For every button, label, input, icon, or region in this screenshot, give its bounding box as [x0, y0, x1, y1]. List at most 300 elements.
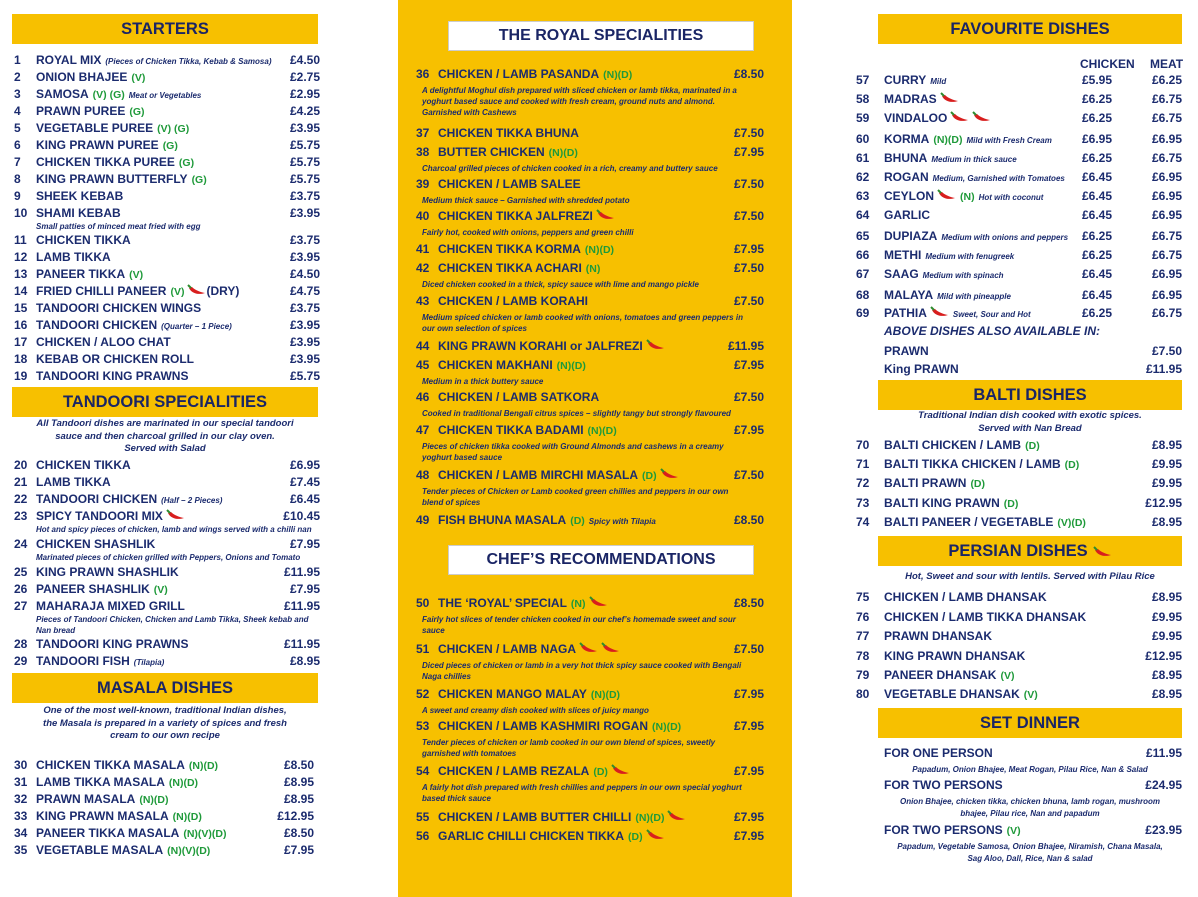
item-number: 69 [856, 306, 870, 320]
item-number: 15 [14, 301, 28, 315]
item-name: KING PRAWN PUREE [36, 138, 159, 152]
item-price: £7.95 [733, 423, 764, 437]
item-number: 6 [14, 138, 21, 152]
item-name: BALTI PRAWN [884, 476, 967, 490]
item-number: 2 [14, 70, 21, 84]
item-price: £10.45 [283, 509, 320, 523]
item-name: CHICKEN TIKKA PUREE [36, 155, 175, 169]
menu-item [416, 358, 764, 372]
menu-item [416, 719, 764, 733]
menu-item [14, 475, 320, 489]
item-description: Onion Bhajee, chicken tikka, chicken bhuna, lamb rogan, mushroom [899, 797, 1161, 806]
item-number: 34 [14, 826, 28, 840]
item-name: KING PRAWN BUTTERFLY [36, 172, 188, 186]
diet-tag: (V) [1000, 670, 1015, 682]
item-number: 59 [856, 111, 870, 125]
section-header [878, 536, 1182, 566]
menu-item [14, 599, 320, 613]
item-note: Medium with onions and peppers [941, 233, 1069, 242]
item-price: £3.95 [289, 318, 320, 332]
column-header-meat: MEAT [1150, 57, 1184, 71]
item-name: LAMB TIKKA [36, 475, 111, 489]
menu-item [14, 301, 320, 315]
item-price: £8.95 [283, 792, 314, 806]
item-number: 41 [416, 242, 430, 256]
item-price: £12.95 [1145, 496, 1182, 510]
item-description: Papadum, Vegetable Samosa, Onion Bhajee, Niramish, Chana Masala, [897, 842, 1163, 851]
column-header-chicken: CHICKEN [1080, 57, 1135, 71]
item-number: 17 [14, 335, 28, 349]
item-number: 66 [856, 248, 870, 262]
item-name: FOR TWO PERSONS [884, 823, 1003, 837]
section-intro: the Masala is prepared in a variety of spices and fresh [43, 717, 287, 729]
item-number: 56 [416, 829, 430, 843]
menu-item [14, 537, 320, 551]
item-name: PANEER DHANSAK [884, 668, 997, 682]
menu-item [14, 138, 320, 152]
item-name: BHUNA [884, 151, 928, 165]
item-description: Cooked in traditional Bengali citrus spices – slightly tangy but strongly flavoured [422, 409, 731, 418]
diet-tag: (V) [129, 269, 144, 281]
item-name: THE ‘ROYAL’ SPECIAL [438, 596, 567, 610]
diet-tag: (N) [570, 598, 586, 610]
item-note: (Quarter – 1 Piece) [161, 322, 232, 331]
price-chicken: £6.45 [1081, 288, 1112, 302]
item-price: £2.95 [289, 87, 320, 101]
section-intro: One of the most well-known, traditional Indian dishes, [43, 705, 287, 716]
diet-tag: (N)(D) [139, 794, 169, 806]
chili-icon [588, 596, 608, 607]
item-price: £7.95 [733, 810, 764, 824]
item-price: £7.45 [289, 475, 320, 489]
item-name: ONION BHAJEE [36, 70, 128, 84]
menu-item [416, 423, 764, 437]
item-number: 23 [14, 509, 28, 523]
item-name: BUTTER CHICKEN [438, 145, 545, 159]
chili-icon [595, 209, 615, 220]
item-name: BALTI KING PRAWN [884, 496, 1000, 510]
item-price: £7.95 [733, 242, 764, 256]
menu-item [416, 642, 764, 656]
menu-item [14, 826, 314, 840]
item-name: CHICKEN / LAMB SALEE [438, 177, 581, 191]
price-chicken: £6.95 [1081, 132, 1112, 146]
item-description: yoghurt based sauce [422, 453, 503, 462]
item-number: 36 [416, 67, 430, 81]
item-name: TANDOORI KING PRAWNS [36, 369, 189, 383]
menu-item [856, 476, 1182, 490]
item-name: CHICKEN / LAMB PASANDA [438, 67, 600, 81]
price-meat: £6.75 [1151, 92, 1182, 106]
section-title: MASALA DISHES [97, 679, 233, 697]
item-number: 50 [416, 596, 430, 610]
diet-tag: (N)(D) [635, 812, 665, 824]
item-price: £8.50 [733, 596, 764, 610]
item-name: PRAWN PUREE [36, 104, 126, 118]
menu-item [14, 70, 320, 84]
item-price: £23.95 [1145, 823, 1182, 837]
item-number: 11 [14, 233, 27, 247]
menu-item [856, 288, 1182, 302]
price-meat: £6.95 [1151, 189, 1182, 203]
diet-tag: (D) [628, 831, 643, 843]
diet-tag: (N)(D) [548, 147, 578, 159]
item-price: £7.95 [733, 687, 764, 701]
diet-tag: (D) [1064, 459, 1080, 471]
item-name: PANEER SHASHLIK [36, 582, 150, 596]
price-chicken: £6.25 [1081, 306, 1112, 320]
section-title: THE ROYAL SPECIALITIES [498, 27, 704, 44]
menu-item [14, 250, 320, 264]
item-number: 75 [856, 590, 870, 604]
menu-item [416, 339, 764, 353]
menu-item [856, 496, 1182, 510]
item-name: KING PRAWN KORAHI or JALFREZI [438, 339, 643, 353]
item-number: 38 [416, 145, 430, 159]
item-name: ROYAL MIX [36, 53, 102, 67]
item-description: A sweet and creamy dish cooked with slices of juicy mango [422, 706, 649, 715]
section-header [448, 21, 754, 51]
menu-item [884, 746, 1182, 760]
item-name: TANDOORI KING PRAWNS [36, 637, 189, 651]
menu-item [14, 233, 320, 247]
item-number: 10 [14, 206, 28, 220]
item-name: CURRY [884, 73, 927, 87]
price-chicken: £6.45 [1081, 170, 1112, 184]
menu-item [14, 284, 320, 298]
item-name: MAHARAJA MIXED GRILL [36, 599, 185, 613]
diet-tag: (D) [970, 478, 986, 490]
item-name: BALTI PANEER / VEGETABLE [884, 515, 1054, 529]
chili-icon [936, 189, 956, 200]
item-price: £9.95 [1151, 629, 1182, 643]
item-name: CHICKEN TIKKA JALFREZI [438, 209, 593, 223]
item-name: SPICY TANDOORI MIX [36, 509, 163, 523]
item-name: GARLIC CHILLI CHICKEN TIKKA [438, 829, 624, 843]
chili-icon [949, 111, 969, 122]
right-column [848, 0, 1198, 897]
section-title: STARTERS [121, 20, 209, 38]
diet-tag: (N)(D) [188, 760, 219, 772]
menu-item [14, 509, 320, 523]
item-price: £7.50 [733, 294, 764, 308]
item-number: 45 [416, 358, 430, 372]
menu-item [856, 590, 1182, 604]
diet-tag: (V) [131, 72, 146, 84]
menu-item [416, 145, 764, 159]
item-name: TANDOORI CHICKEN WINGS [36, 301, 202, 315]
item-name: KORMA [884, 132, 930, 146]
item-number: 7 [14, 155, 21, 169]
item-name: CHICKEN TIKKA BADAMI [438, 423, 584, 437]
menu-item [14, 53, 320, 67]
item-name: PRAWN [884, 344, 929, 358]
item-name: VEGETABLE DHANSAK [884, 687, 1020, 701]
diet-tag: (G) [129, 106, 145, 118]
menu-item [416, 177, 764, 191]
item-description: Garnished with Cashews [422, 108, 517, 117]
section-intro: All Tandoori dishes are marinated in our special tandoori [36, 418, 294, 429]
menu-item [14, 582, 320, 596]
item-price: £5.75 [289, 138, 320, 152]
item-price: £24.95 [1145, 778, 1182, 792]
item-price: £8.95 [1151, 515, 1182, 529]
item-note: Hot with coconut [978, 193, 1044, 202]
item-suffix: (DRY) [206, 284, 240, 298]
item-description: Tender pieces of Chicken or Lamb cooked green chillies and peppers in our own [422, 487, 729, 496]
chili-icon [1092, 546, 1112, 557]
price-meat: £6.75 [1151, 248, 1182, 262]
item-description: Marinated pieces of chicken grilled with Peppers, Onions and Tomato [36, 553, 301, 562]
item-name: CHICKEN / LAMB KORAHI [438, 294, 588, 308]
item-name: FOR TWO PERSONS [884, 778, 1003, 792]
item-number: 73 [856, 496, 870, 510]
diet-tag: (V) [1023, 689, 1038, 701]
item-number: 40 [416, 209, 430, 223]
item-price: £11.95 [283, 599, 320, 613]
section-title: CHEF’S RECOMMENDATIONS [486, 551, 716, 568]
item-note: (Half – 2 Pieces) [161, 496, 223, 505]
item-note: Medium, Garnished with Tomatoes [932, 174, 1065, 183]
item-number: 37 [416, 126, 430, 140]
item-name: TANDOORI CHICKEN [36, 492, 158, 506]
menu-item [856, 151, 1182, 165]
item-name: CHICKEN TIKKA ACHARI [438, 261, 582, 275]
menu-item [416, 829, 764, 843]
menu-item [14, 155, 320, 169]
price-meat: £6.95 [1151, 267, 1182, 281]
section-header [878, 380, 1182, 410]
item-price: £11.95 [283, 637, 320, 651]
price-chicken: £6.25 [1081, 92, 1112, 106]
menu-item [884, 778, 1182, 792]
item-name: CEYLON [884, 189, 935, 203]
item-price: £4.25 [289, 104, 320, 118]
item-description: Tender pieces of chicken or lamb cooked in our own blend of spices, sweetly [422, 738, 716, 747]
item-number: 77 [856, 629, 870, 643]
diet-tag: (D) [593, 766, 608, 778]
diet-tag: (N)(V)(D) [167, 845, 211, 857]
item-number: 79 [856, 668, 870, 682]
price-meat: £6.95 [1151, 288, 1182, 302]
diet-tag: (N)(V)(D) [183, 828, 227, 840]
item-number: 43 [416, 294, 430, 308]
item-number: 44 [416, 339, 430, 353]
section-header [448, 545, 754, 575]
item-number: 55 [416, 810, 430, 824]
item-note: (Pieces of Chicken Tikka, Kebab & Samosa) [105, 57, 272, 66]
menu-item [416, 126, 764, 140]
item-number: 30 [14, 758, 28, 772]
item-price: £7.95 [733, 145, 764, 159]
item-name: CHICKEN MAKHANI [438, 358, 553, 372]
item-description: Medium thick sauce – Garnished with shredded potato [422, 196, 630, 205]
item-name: LAMB TIKKA [36, 250, 111, 264]
chili-icon [610, 764, 630, 775]
menu-item [416, 242, 764, 256]
item-price: £11.95 [1145, 362, 1182, 376]
menu-item [416, 596, 764, 610]
item-note: (Tilapia) [133, 658, 165, 667]
diet-tag: (N)(D) [933, 134, 963, 146]
chili-icon [929, 306, 949, 317]
item-name: CHICKEN / ALOO CHAT [36, 335, 171, 349]
section-title: PERSIAN DISHES [948, 542, 1088, 560]
item-name: CHICKEN / LAMB NAGA [438, 642, 576, 656]
diet-tag: (N)(D) [168, 777, 199, 789]
item-note: Medium in thick sauce [931, 155, 1017, 164]
diet-tag: (V) [1006, 825, 1021, 837]
item-price: £3.75 [289, 189, 320, 203]
item-price: £8.95 [289, 654, 320, 668]
menu-item [14, 104, 320, 118]
menu-item [856, 208, 1182, 222]
diet-tag: (G) [178, 157, 195, 169]
item-price: £7.95 [289, 537, 320, 551]
item-number: 8 [14, 172, 21, 186]
item-name: PANEER TIKKA MASALA [36, 826, 180, 840]
item-name: BALTI CHICKEN / LAMB [884, 438, 1022, 452]
item-price: £6.45 [289, 492, 320, 506]
item-price: £8.50 [733, 67, 764, 81]
item-number: 18 [14, 352, 28, 366]
item-description: Pieces of Tandoori Chicken, Chicken and Lamb Tikka, Sheek kebab and Nan bread [36, 615, 309, 635]
item-name: TANDOORI FISH [36, 654, 130, 668]
item-name: KING PRAWN DHANSAK [884, 649, 1026, 663]
section-intro: Traditional Indian dish cooked with exotic spices. [918, 410, 1142, 421]
menu-item [856, 438, 1182, 452]
item-name: CHICKEN / LAMB BUTTER CHILLI [438, 810, 632, 824]
item-number: 49 [416, 513, 430, 527]
item-price: £7.95 [733, 358, 764, 372]
section-intro: Served with Nan Bread [978, 422, 1082, 434]
section-intro: sauce and then charcoal grilled in our clay oven. [55, 430, 275, 442]
item-number: 27 [14, 599, 28, 613]
item-number: 28 [14, 637, 28, 651]
item-name: BALTI TIKKA CHICKEN / LAMB [884, 457, 1061, 471]
item-price: £5.75 [289, 155, 320, 169]
item-price: £3.75 [289, 301, 320, 315]
item-price: £4.75 [289, 284, 320, 298]
item-price: £7.95 [733, 829, 764, 843]
item-name: PRAWN MASALA [36, 792, 136, 806]
diet-tag: (V) [170, 286, 185, 298]
item-number: 3 [14, 87, 21, 101]
section-intro: cream to our own recipe [110, 730, 220, 741]
item-number: 65 [856, 229, 870, 243]
diet-tag: (D) [1003, 498, 1019, 510]
item-price: £7.50 [1151, 344, 1182, 358]
item-name: VINDALOO [884, 111, 948, 125]
diet-tag: (V) (G) [157, 123, 190, 135]
menu-item [416, 261, 764, 275]
menu-item [416, 687, 764, 701]
diet-tag: (N)(D) [603, 69, 633, 81]
item-number: 46 [416, 390, 430, 404]
item-name: CHICKEN SHASHLIK [36, 537, 156, 551]
menu-item [14, 189, 320, 203]
menu-item [856, 515, 1182, 529]
item-description: A fairly hot dish prepared with fresh chillies and peppers in our own special yoghurt [422, 783, 742, 792]
item-price: £6.95 [289, 458, 320, 472]
item-number: 13 [14, 267, 28, 281]
menu-item [416, 67, 764, 81]
chili-icon [971, 111, 991, 122]
item-price: £2.75 [289, 70, 320, 84]
item-name: FISH BHUNA MASALA [438, 513, 567, 527]
menu-item [416, 209, 764, 223]
menu-item [884, 823, 1182, 837]
item-price: £8.95 [1151, 438, 1182, 452]
price-chicken: £6.45 [1081, 208, 1112, 222]
item-number: 42 [416, 261, 430, 275]
price-chicken: £6.25 [1081, 151, 1112, 165]
item-number: 63 [856, 189, 870, 203]
item-price: £11.95 [1145, 746, 1182, 760]
item-number: 35 [14, 843, 28, 857]
item-number: 80 [856, 687, 870, 701]
chili-icon [939, 92, 959, 103]
item-price: £7.50 [733, 261, 764, 275]
chili-icon [645, 829, 665, 840]
item-note: Spicy with Tilapia [588, 517, 656, 526]
item-description: yoghurt based sauce and cooked with fresh cream, ground nuts and almond. [422, 97, 715, 106]
chili-icon [645, 339, 665, 350]
item-price: £4.50 [289, 53, 320, 67]
chili-icon [578, 642, 598, 653]
item-number: 9 [14, 189, 21, 203]
item-price: £9.95 [1151, 457, 1182, 471]
price-chicken: £6.25 [1081, 111, 1112, 125]
item-number: 76 [856, 610, 870, 624]
item-number: 53 [416, 719, 430, 733]
menu-item [14, 492, 320, 506]
item-name: King PRAWN [884, 362, 959, 376]
menu-item [856, 457, 1182, 471]
item-name: TANDOORI CHICKEN [36, 318, 158, 332]
item-price: £7.50 [733, 209, 764, 223]
menu-item [14, 637, 320, 651]
item-name: CHICKEN / LAMB KASHMIRI ROGAN [438, 719, 648, 733]
price-chicken: £6.45 [1081, 189, 1112, 203]
item-number: 68 [856, 288, 870, 302]
item-number: 14 [14, 284, 28, 298]
menu-item [856, 111, 1182, 125]
item-name: FOR ONE PERSON [884, 746, 993, 760]
menu-item [416, 294, 764, 308]
price-chicken: £5.95 [1081, 73, 1112, 87]
item-name: GARLIC [884, 208, 930, 222]
item-name: MADRAS [884, 92, 937, 106]
item-description: Naga chillies [422, 672, 471, 681]
chili-icon [659, 468, 679, 479]
item-name: SAAG [884, 267, 919, 281]
item-price: £12.95 [1145, 649, 1182, 663]
menu-item [416, 468, 764, 482]
item-note: Sweet, Sour and Hot [952, 310, 1031, 319]
menu-item [856, 92, 1182, 106]
item-number: 54 [416, 764, 430, 778]
price-meat: £6.95 [1151, 170, 1182, 184]
menu-item [416, 810, 764, 824]
item-name: PATHIA [884, 306, 927, 320]
item-note: Medium with fenugreek [925, 252, 1015, 261]
item-number: 48 [416, 468, 430, 482]
item-name: CHICKEN / LAMB SATKORA [438, 390, 600, 404]
diet-tag: (V)(D) [1057, 517, 1086, 529]
diet-tag: (G) [191, 174, 207, 186]
item-name: DUPIAZA [884, 229, 938, 243]
